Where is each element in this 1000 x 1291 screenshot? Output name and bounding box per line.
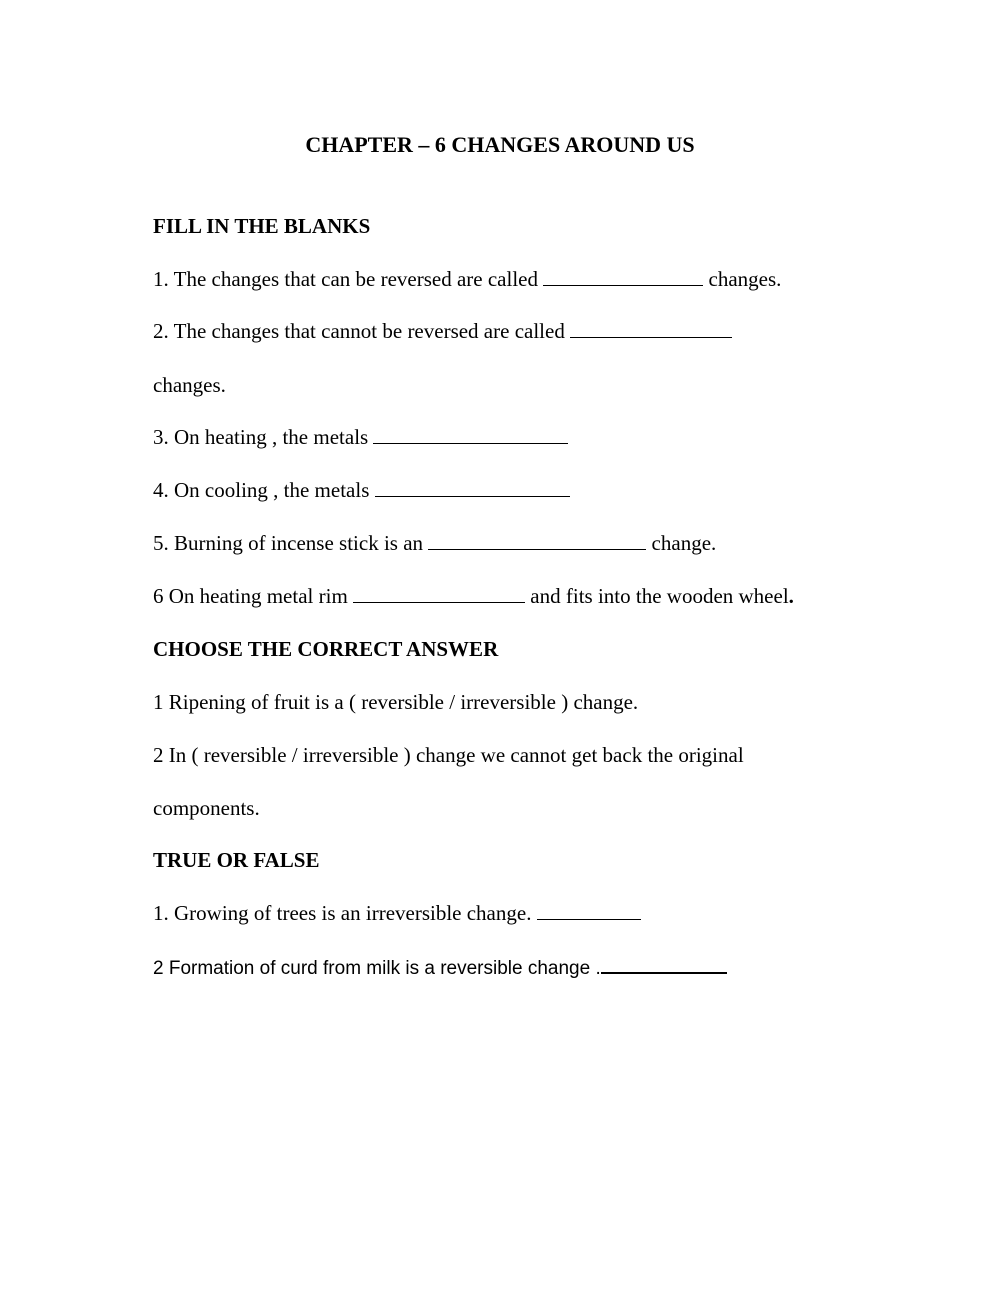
fill-question-1 <box>153 266 781 292</box>
section-heading-choose-answer: CHOOSE THE CORRECT ANSWER <box>153 637 499 661</box>
section-heading-fill-blanks: FILL IN THE BLANKS <box>153 214 371 238</box>
fill-question-4 <box>153 477 570 503</box>
fill-question-3 <box>153 424 568 450</box>
choose-question-2-continuation: components. <box>153 796 260 820</box>
fill-question-2 <box>153 318 732 344</box>
tf-question-1 <box>153 900 641 926</box>
question-text: 2. The changes that cannot be reversed are called <box>153 319 571 343</box>
choose-question-1: 1 Ripening of fruit is a ( reversible / irreversible ) change. <box>153 690 639 714</box>
answer-blank[interactable] <box>537 901 641 920</box>
question-text: changes. <box>703 267 782 291</box>
question-end-period: . <box>788 584 794 608</box>
fill-question-2-continuation: changes. <box>153 373 226 397</box>
answer-blank[interactable] <box>373 425 568 444</box>
answer-blank[interactable] <box>543 267 703 286</box>
question-text: 3. On heating , the metals <box>153 425 374 449</box>
question-text: change. <box>646 531 717 555</box>
fill-question-6 <box>153 583 794 609</box>
section-heading-true-false: TRUE OR FALSE <box>153 848 320 872</box>
question-text: 1. The changes that can be reversed are called <box>153 267 544 291</box>
question-text: 1. Growing of trees is an irreversible change. <box>153 901 537 925</box>
fill-question-5 <box>153 530 716 556</box>
answer-blank[interactable] <box>601 954 727 974</box>
answer-blank[interactable] <box>428 531 646 550</box>
answer-blank[interactable] <box>375 478 570 497</box>
tf-question-2 <box>153 954 727 982</box>
question-text: and fits into the wooden wheel <box>525 584 789 608</box>
question-text: 2 Formation of curd from milk is a reversible change . <box>153 958 601 979</box>
chapter-title: CHAPTER – 6 CHANGES AROUND US <box>305 132 695 157</box>
question-text: 4. On cooling , the metals <box>153 478 375 502</box>
answer-blank[interactable] <box>570 319 732 338</box>
question-text: 6 On heating metal rim <box>153 584 354 608</box>
answer-blank[interactable] <box>353 584 525 603</box>
choose-question-2: 2 In ( reversible / irreversible ) change we cannot get back the original <box>153 743 744 767</box>
question-text: 5. Burning of incense stick is an <box>153 531 429 555</box>
